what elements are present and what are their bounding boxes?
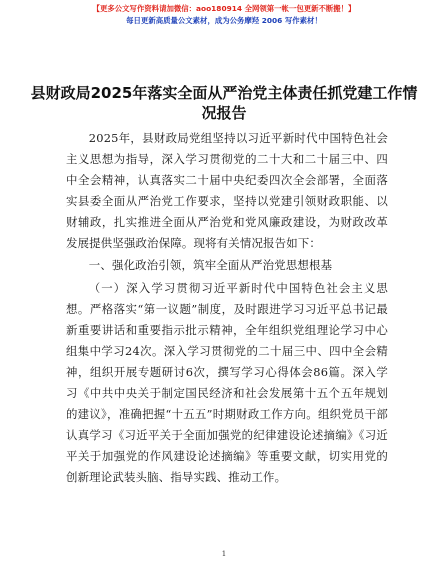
promo-line-2: 每日更新高质量公文素材，成为公务摩羟 2006 写作素材！ xyxy=(126,16,322,25)
page-number: 1 xyxy=(221,550,227,558)
promo-line-1: 【更多公文写作资料请加微信：aoo180914 全网领第一帐一包更新不断搬！】 xyxy=(92,4,356,13)
subsection-paragraph: （一）深入学习贯彻习近平新时代中国特色社会主义思想。严格落实“第一议题”制度，及时跟进学习习近平总书记最新重要讲话和重要指示批示精神，全年组织党组理论学习中心组集中学习24次。深入学习贯彻党的二十届三中、四中全会精神，组织开展专题研讨6次，撰写学习心得体会86篇。深入学习《中共中央关于制定国民经济和社会发展第十五个五年规划的建议》，准确把握“十五五”时期财政工作方向。组织党员干部认真学习《习近平关于全面加强党的纪律建设论述摘编》《习近平关于加强党的作风建设论述摘编》等重要文献，切实用党的创新理论武装头脑、指导实践、推动工作。 xyxy=(66,281,388,484)
document-title: 县财政局2025年落实全面从严治党主体责任抓党建工作情况报告 xyxy=(30,84,418,122)
promo-banner xyxy=(0,3,448,27)
section-heading: 一、强化政治引领，筑牢全面从严治党思想根基 xyxy=(88,258,333,273)
document-body xyxy=(66,128,388,487)
intro-paragraph: 2025年，县财政局党组坚持以习近平新时代中国特色社会主义思想为指导，深入学习贯彻党的二十大和二十届三中、四中全会精神，认真落实二十届中央纪委四次全会部署，全面落实县委全面从严治党工作要求，坚持以党建引领财政职能、以财辅政，扎实推进全面从严治党和党风廉政建设，为财政改革发展提供坚强政治保障。现将有关情况报告如下： xyxy=(66,131,388,250)
